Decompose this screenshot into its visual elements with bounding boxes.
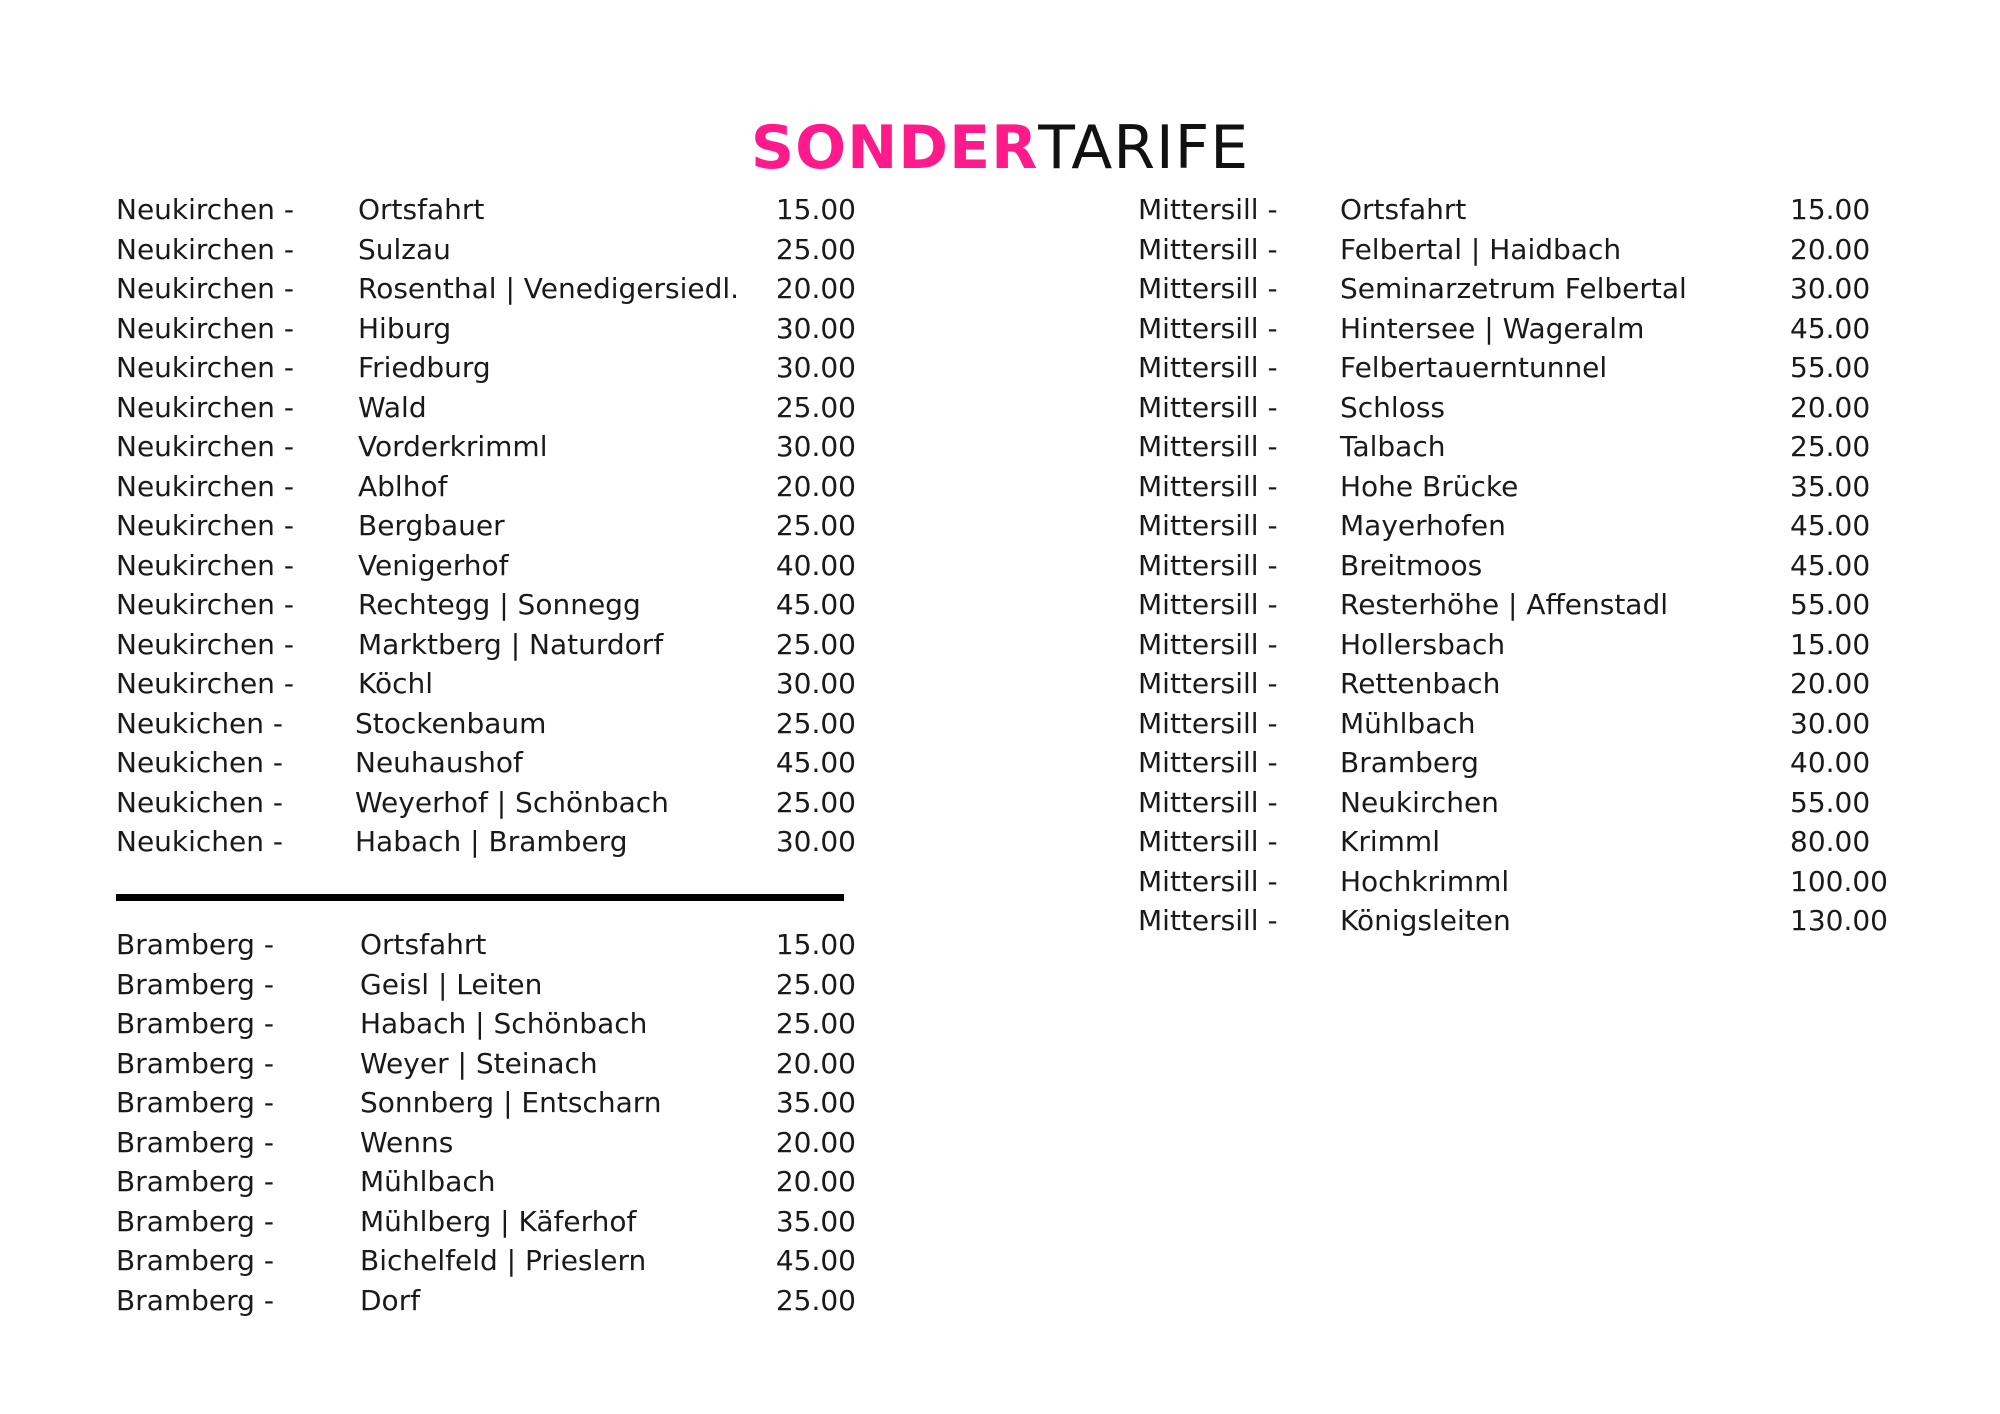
tariff-origin: Bramberg -: [116, 1283, 274, 1317]
tariff-origin: Mittersill -: [1138, 706, 1278, 740]
tariff-origin: Bramberg -: [116, 1204, 274, 1238]
tariff-origin: Bramberg -: [116, 1125, 274, 1159]
tariff-price: 45.00: [775, 588, 856, 621]
tariff-origin: Mittersill -: [1138, 390, 1278, 424]
tariff-origin: Mittersill -: [1138, 193, 1278, 226]
tariff-origin: Neukirchen -: [116, 588, 294, 621]
tariff-destination: Hochkrimml: [1340, 864, 1510, 898]
tariff-origin: Mittersill -: [1138, 311, 1278, 345]
tariff-row: [116, 269, 866, 309]
tariff-destination: Mühlberg | Käferhof: [360, 1204, 637, 1238]
tariff-destination: Mühlbach: [360, 1165, 496, 1198]
tariff-price: 45.00: [775, 1244, 856, 1277]
tariff-row: [116, 230, 866, 270]
tariff-row: [116, 1004, 866, 1044]
tariff-destination: Habach | Schönbach: [360, 1007, 648, 1040]
tariff-origin: Neukirchen -: [116, 272, 294, 305]
tariff-destination: Rosenthal | Venedigersiedl.: [358, 272, 740, 305]
tariff-destination: Friedburg: [358, 351, 491, 384]
tariff-destination: Stockenbaum: [355, 706, 547, 740]
tariff-origin: Neukirchen -: [116, 232, 294, 266]
tariff-price: 80.00: [1790, 825, 1871, 858]
tariff-row: [116, 925, 866, 965]
tariff-row: [116, 1281, 866, 1321]
tariff-destination: Ablhof: [358, 469, 448, 503]
tariff-origin: Neukirchen -: [116, 351, 294, 384]
tariff-destination: Vorderkrimml: [358, 430, 548, 463]
tariff-price: 15.00: [1790, 627, 1871, 661]
tariff-destination: Bichelfeld | Prieslern: [360, 1244, 647, 1277]
tariff-origin: Neukirchen -: [116, 469, 294, 503]
tariff-destination: Felbertal | Haidbach: [1340, 232, 1622, 266]
tariff-destination: Sulzau: [358, 232, 451, 266]
tariff-row: [1138, 467, 1898, 507]
tariff-price: 15.00: [775, 928, 856, 961]
tariff-destination: Hollersbach: [1340, 627, 1506, 661]
tariff-origin: Neukichen -: [116, 706, 284, 740]
tariff-price: 25.00: [775, 1283, 856, 1317]
tariff-price: 20.00: [775, 469, 856, 503]
tariff-origin: Neukirchen -: [116, 509, 294, 542]
tariff-origin: Mittersill -: [1138, 351, 1278, 384]
tariff-origin: Mittersill -: [1138, 785, 1278, 819]
tariff-origin: Mittersill -: [1138, 864, 1278, 898]
tariff-destination: Schloss: [1340, 390, 1445, 424]
tariff-row: [116, 546, 866, 586]
tariff-row: [1138, 546, 1898, 586]
tariff-origin: Bramberg -: [116, 1165, 274, 1198]
page-title: [0, 112, 2000, 184]
tariff-destination: Wenns: [360, 1125, 454, 1159]
tariff-origin: Bramberg -: [116, 928, 274, 961]
tariff-origin: Bramberg -: [116, 967, 274, 1001]
tariff-origin: Mittersill -: [1138, 627, 1278, 661]
tariff-destination: Geisl | Leiten: [360, 967, 543, 1001]
tariff-destination: Weyer | Steinach: [360, 1046, 598, 1080]
tariff-origin: Mittersill -: [1138, 588, 1278, 621]
tariff-price: 30.00: [775, 667, 856, 700]
tariff-price: 25.00: [775, 706, 856, 740]
tariff-origin: Neukirchen -: [116, 548, 294, 582]
tariff-origin: Mittersill -: [1138, 509, 1278, 542]
tariff-row: [116, 348, 866, 388]
tariff-row: [1138, 348, 1898, 388]
tariff-price: 20.00: [775, 1046, 856, 1080]
tariff-row: [116, 965, 866, 1005]
tariff-destination: Neuhaushof: [355, 746, 523, 779]
tariff-destination: Ortsfahrt: [360, 928, 487, 961]
tariff-row: [116, 664, 866, 704]
tariff-price: 25.00: [775, 627, 856, 661]
tariff-price: 55.00: [1790, 588, 1871, 621]
tariff-origin: Neukirchen -: [116, 667, 294, 700]
title-accent: SONDER: [750, 113, 1039, 184]
tariff-destination: Köchl: [358, 667, 434, 700]
tariff-origin: Neukirchen -: [116, 311, 294, 345]
tariff-row: [116, 467, 866, 507]
tariff-row: [116, 1202, 866, 1242]
tariff-row: [1138, 704, 1898, 744]
tariff-row: [1138, 783, 1898, 823]
tariff-price: 20.00: [1790, 232, 1871, 266]
tariff-destination: Breitmoos: [1340, 548, 1483, 582]
tariff-price: 55.00: [1790, 785, 1871, 819]
tariff-destination: Venigerhof: [358, 548, 509, 582]
tariff-row: [1138, 901, 1898, 941]
tariff-origin: Neukirchen -: [116, 193, 294, 226]
tariff-price: 15.00: [775, 193, 856, 226]
tariff-price: 45.00: [775, 746, 856, 779]
tariff-price: 30.00: [775, 825, 856, 858]
section-divider: [116, 894, 844, 901]
tariff-price: 40.00: [1790, 746, 1871, 779]
tariff-row: [1138, 822, 1898, 862]
tariff-row: [116, 427, 866, 467]
title-rest: TARIFE: [1038, 113, 1250, 184]
tariff-price: 25.00: [1790, 430, 1871, 463]
tariff-destination: Sonnberg | Entscharn: [360, 1086, 662, 1119]
tariff-row: [116, 704, 866, 744]
tariff-price: 20.00: [1790, 390, 1871, 424]
tariff-destination: Weyerhof | Schönbach: [355, 785, 669, 819]
tariff-destination: Marktberg | Naturdorf: [358, 627, 664, 661]
tariff-destination: Ortsfahrt: [358, 193, 485, 226]
tariff-destination: Bramberg: [1340, 746, 1479, 779]
tariff-row: [1138, 506, 1898, 546]
tariff-destination: Hiburg: [358, 311, 452, 345]
tariff-destination: Seminarzetrum Felbertal: [1340, 272, 1687, 305]
tariff-price: 25.00: [775, 785, 856, 819]
tariff-origin: Mittersill -: [1138, 272, 1278, 305]
tariff-price: 45.00: [1790, 548, 1871, 582]
tariff-price: 25.00: [775, 509, 856, 542]
tariff-price: 20.00: [775, 272, 856, 305]
tariff-price: 30.00: [1790, 272, 1871, 305]
tariff-row: [116, 1162, 866, 1202]
tariff-row: [1138, 625, 1898, 665]
tariff-destination: Habach | Bramberg: [355, 825, 628, 858]
tariff-origin: Neukichen -: [116, 746, 284, 779]
tariff-origin: Mittersill -: [1138, 548, 1278, 582]
tariff-destination: Rechtegg | Sonnegg: [358, 588, 641, 621]
tariff-price: 35.00: [775, 1086, 856, 1119]
tariff-price: 30.00: [775, 430, 856, 463]
tariff-row: [1138, 862, 1898, 902]
tariff-destination: Bergbauer: [358, 509, 505, 542]
tariff-price: 25.00: [775, 232, 856, 266]
tariff-destination: Hintersee | Wageralm: [1340, 311, 1645, 345]
tariff-row: [116, 585, 866, 625]
tariff-origin: Mittersill -: [1138, 904, 1278, 937]
tariff-price: 25.00: [775, 390, 856, 424]
tariff-list-mittersill: [1138, 190, 1898, 941]
tariff-price: 100.00: [1790, 864, 1888, 898]
tariff-row: [1138, 427, 1898, 467]
tariff-price: 55.00: [1790, 351, 1871, 384]
tariff-row: [1138, 388, 1898, 428]
tariff-destination: Krimml: [1340, 825, 1440, 858]
tariff-origin: Mittersill -: [1138, 825, 1278, 858]
tariff-price: 25.00: [775, 1007, 856, 1040]
tariff-price: 15.00: [1790, 193, 1871, 226]
tariff-row: [116, 625, 866, 665]
tariff-row: [116, 1044, 866, 1084]
tariff-origin: Mittersill -: [1138, 232, 1278, 266]
tariff-price: 130.00: [1790, 904, 1888, 937]
tariff-row: [116, 1123, 866, 1163]
tariff-price: 25.00: [775, 967, 856, 1001]
tariff-origin: Neukichen -: [116, 785, 284, 819]
tariff-destination: Neukirchen: [1340, 785, 1499, 819]
tariff-origin: Mittersill -: [1138, 746, 1278, 779]
tariff-row: [1138, 309, 1898, 349]
tariff-origin: Mittersill -: [1138, 667, 1278, 700]
tariff-destination: Wald: [358, 390, 427, 424]
tariff-price: 20.00: [775, 1165, 856, 1198]
tariff-row: [116, 1241, 866, 1281]
tariff-row: [1138, 230, 1898, 270]
tariff-price: 20.00: [775, 1125, 856, 1159]
tariff-origin: Mittersill -: [1138, 469, 1278, 503]
tariff-row: [116, 743, 866, 783]
tariff-destination: Rettenbach: [1340, 667, 1501, 700]
tariff-row: [116, 783, 866, 823]
tariff-origin: Neukirchen -: [116, 430, 294, 463]
tariff-destination: Ortsfahrt: [1340, 193, 1467, 226]
tariff-destination: Talbach: [1340, 430, 1446, 463]
tariff-price: 20.00: [1790, 667, 1871, 700]
tariff-origin: Bramberg -: [116, 1086, 274, 1119]
tariff-price: 30.00: [775, 311, 856, 345]
tariff-destination: Mühlbach: [1340, 706, 1476, 740]
tariff-price: 40.00: [775, 548, 856, 582]
tariff-destination: Königsleiten: [1340, 904, 1511, 937]
tariff-destination: Resterhöhe | Affenstadl: [1340, 588, 1669, 621]
tariff-row: [116, 822, 866, 862]
tariff-origin: Neukirchen -: [116, 627, 294, 661]
tariff-origin: Bramberg -: [116, 1046, 274, 1080]
tariff-row: [1138, 269, 1898, 309]
tariff-destination: Hohe Brücke: [1340, 469, 1519, 503]
tariff-origin: Bramberg -: [116, 1244, 274, 1277]
tariff-price: 35.00: [775, 1204, 856, 1238]
tariff-row: [116, 1083, 866, 1123]
tariff-origin: Neukichen -: [116, 825, 284, 858]
tariff-row: [116, 388, 866, 428]
tariff-row: [116, 309, 866, 349]
tariff-row: [116, 190, 866, 230]
tariff-row: [116, 506, 866, 546]
tariff-row: [1138, 664, 1898, 704]
tariff-row: [1138, 743, 1898, 783]
tariff-price: 30.00: [775, 351, 856, 384]
tariff-price: 45.00: [1790, 311, 1871, 345]
tariff-destination: Dorf: [360, 1283, 421, 1317]
tariff-origin: Mittersill -: [1138, 430, 1278, 463]
tariff-destination: Mayerhofen: [1340, 509, 1506, 542]
tariff-destination: Felbertauerntunnel: [1340, 351, 1608, 384]
tariff-origin: Bramberg -: [116, 1007, 274, 1040]
tariff-list-bramberg: [116, 925, 866, 1320]
tariff-list-neukirchen: [116, 190, 866, 862]
tariff-row: [1138, 585, 1898, 625]
tariff-price: 35.00: [1790, 469, 1871, 503]
tariff-origin: Neukirchen -: [116, 390, 294, 424]
tariff-row: [1138, 190, 1898, 230]
tariff-price: 30.00: [1790, 706, 1871, 740]
tariff-price: 45.00: [1790, 509, 1871, 542]
